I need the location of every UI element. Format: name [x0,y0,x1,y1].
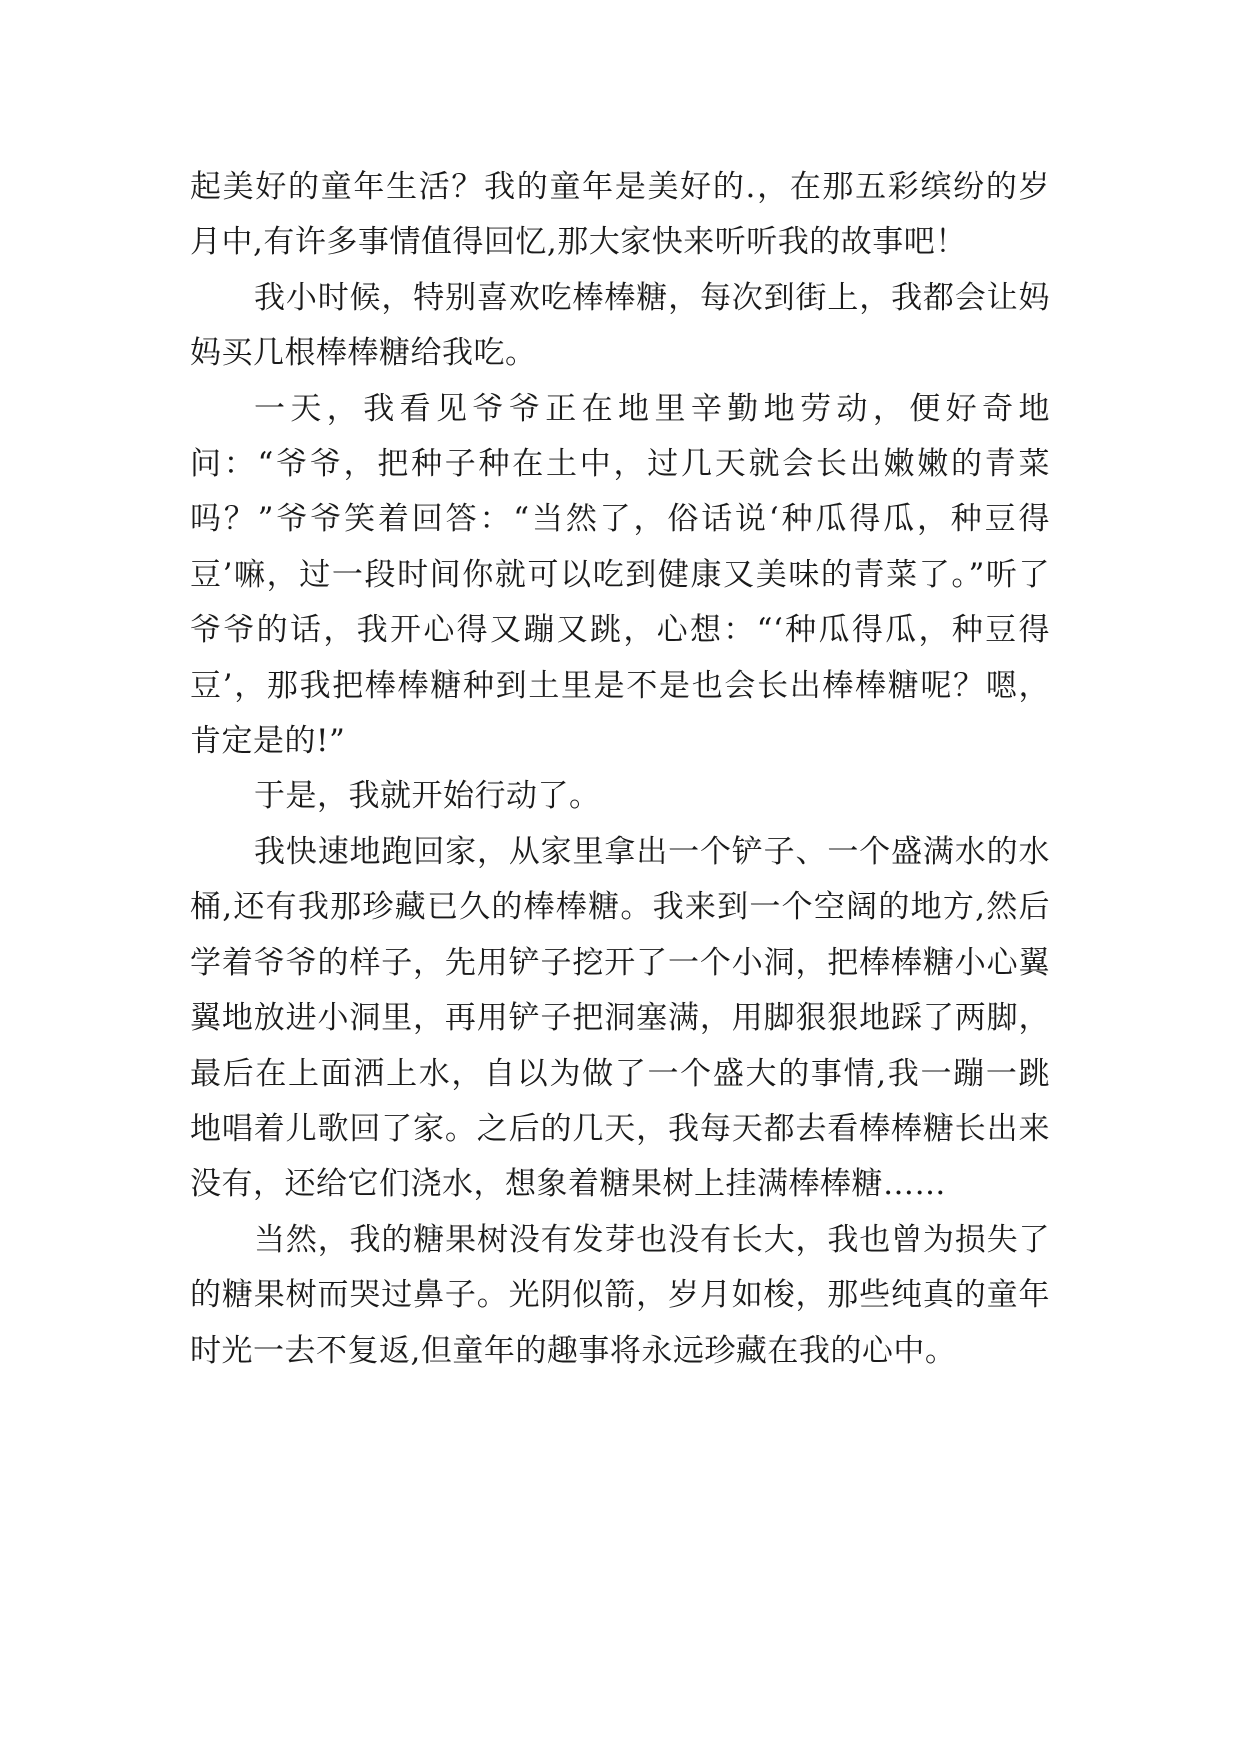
paragraph-conclusion: 当然，我的糖果树没有发芽也没有长大，我也曾为损失了的糖果树而哭过鼻子。光阴似箭，岁月如梭，那些纯真的童年时光一去不复返,但童年的趣事将永远珍藏在我的心中。 [190,1221,1050,1369]
essay-body [190,160,1050,1379]
paragraph-continuation: 起美好的童年生活？我的童年是美好的.，在那五彩缤纷的岁月中,有许多事情值得回忆,那大家快来听听我的故事吧！ [190,169,1050,261]
paragraph-grandpa-dialogue: 一天，我看见爷爷正在地里辛勤地劳动，便好奇地问：“爷爷，把种子种在土中，过几天就会长出嫩嫩的青菜吗？”爷爷笑着回答：“当然了，俗话说‘种瓜得瓜，种豆得豆’嘛，过一段时间你就可以吃到健康又美味的青菜了。”听了爷爷的话，我开心得又蹦又跳，心想：“‘种瓜得瓜，种豆得豆’，那我把棒棒糖种到土里是不是也会长出棒棒糖呢？嗯，肯定是的!” [190,390,1050,760]
paragraph-planting: 我快速地跑回家，从家里拿出一个铲子、一个盛满水的水桶,还有我那珍藏已久的棒棒糖。我来到一个空阔的地方,然后学着爷爷的样子，先用铲子挖开了一个小洞，把棒棒糖小心翼翼地放进小洞里，再用铲子把洞塞满，用脚狠狠地踩了两脚，最后在上面洒上水，自以为做了一个盛大的事情,我一蹦一跳地唱着儿歌回了家。之后的几天，我每天都去看棒棒糖长出来没有，还给它们浇水，想象着糖果树上挂满棒棒糖…… [190,833,1050,1203]
paragraph-start-action: 于是，我就开始行动了。 [254,778,601,815]
paragraph-lollipop-habit: 我小时候，特别喜欢吃棒棒糖，每次到街上，我都会让妈妈买几根棒棒糖给我吃。 [190,279,1050,372]
